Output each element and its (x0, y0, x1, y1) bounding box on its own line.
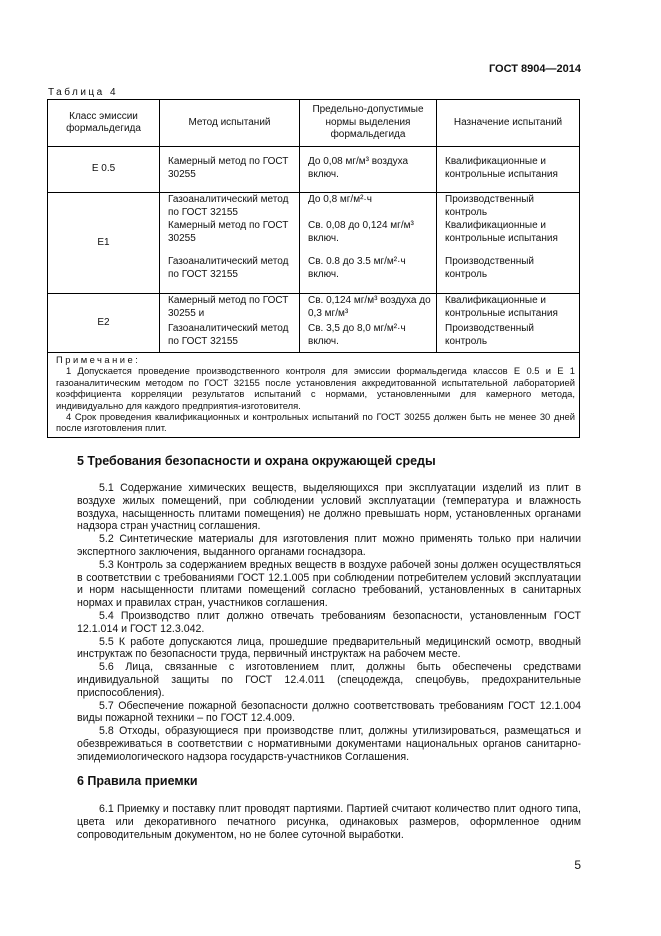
table-note-row (48, 353, 580, 438)
note-item: 4 Срок проведения квалификационных и контрольных испытаний по ГОСТ 30255 должен быть не менее 30 дней после изготовления плит. (56, 411, 575, 434)
paragraph: 5.2 Синтетические материалы для изготовления плит можно применять только при наличии экспертного заключения, выданного органами госнадзора. (77, 533, 581, 558)
purpose-line: Производственный контроль (445, 323, 535, 347)
method-cell: Камерный метод по ГОСТ 30255 (160, 147, 300, 193)
norm-cell (300, 294, 437, 353)
method-line: Газоаналитический метод по ГОСТ 32155 (168, 256, 289, 280)
paragraph: 5.8 Отходы, образующиеся при производстве плит, должны утилизироваться, размещаться и обезвреживаться в соответствии с нормативными документами национальных органов санитарно-эпидемиологического надзора государств-участников Соглашения. (77, 725, 581, 763)
column-header-class: Класс эмиссии формальдегида (48, 100, 160, 147)
table-row-e05 (48, 147, 580, 193)
purpose-line: Производственный контроль (445, 256, 535, 280)
paragraph: 5.1 Содержание химических веществ, выделяющихся при эксплуатации изделий из плит в воздухе жилых помещений, при соблюдении условий эксплуатации (температура и влажность воздуха, насыщенность плитами помещения) не должно превышать норм, установленных органами надзора стран участниц соглашения. (77, 482, 581, 533)
norm-line: До 0,8 мг/м²·ч (308, 194, 372, 205)
section-6-body (77, 803, 581, 841)
section-6-title: 6 Правила приемки (77, 774, 198, 788)
method-line: Газоаналитический метод по ГОСТ 32155 (168, 194, 289, 218)
purpose-line: Квалификационные и контрольные испытания (445, 220, 558, 244)
purpose-cell: Квалификационные и контрольные испытания (437, 147, 580, 193)
column-header-norm: Предельно-допустимые нормы выделения формальдегида (300, 100, 437, 147)
norm-line: Св. 0.8 до 3.5 мг/м²·ч включ. (308, 256, 406, 280)
norm-cell: До 0,08 мг/м³ воздуха включ. (300, 147, 437, 193)
method-line: Камерный метод по ГОСТ 30255 и (168, 295, 289, 319)
norm-cell (300, 193, 437, 294)
method-line: Камерный метод по ГОСТ 30255 (168, 220, 289, 244)
note-item: 1 Допускается проведение производственного контроля для эмиссии формальдегида классов Е 0.5 и Е 1 газоаналитическим методом по ГОСТ 32155 после установления аккредитованной испытательной лабораторией коэффициента корреляции результатов испытаний с нормами, установленными для камерного метода, индивидуально для каждого предприятия-изготовителя. (56, 365, 575, 411)
column-header-purpose: Назначение испытаний (437, 100, 580, 147)
paragraph: 5.7 Обеспечение пожарной безопасности должно соответствовать требованиям ГОСТ 12.1.004 виды пожарной техники – по ГОСТ 12.4.009. (77, 699, 581, 725)
section-5-title: 5 Требования безопасности и охрана окружающей среды (77, 454, 436, 468)
paragraph: 5.5 К работе допускаются лица, прошедшие предварительный медицинский осмотр, вводный инструктаж по безопасности труда, первичный инструктаж на рабочем месте. (77, 635, 581, 661)
method-cell (160, 193, 300, 294)
table-header-row (48, 100, 580, 147)
purpose-line: Производственный контроль (445, 194, 535, 218)
method-cell (160, 294, 300, 353)
paragraph: 5.3 Контроль за содержанием вредных веществ в воздухе рабочей зоны должен осуществляться в соответствии с требованиями ГОСТ 12.1.005 при соблюдении потребителем условий эксплуатации и норм насыщенности плитами помещений согласно требований, установленных в санитарных нормах и правилах стран, участников соглашения. (77, 558, 581, 610)
norm-line: Св. 0,124 мг/м³ воздуха до 0,3 мг/м³ (308, 295, 431, 319)
table-row-e2 (48, 294, 580, 353)
purpose-line: Квалификационные и контрольные испытания (445, 295, 558, 319)
norm-line: Св. 3,5 до 8,0 мг/м²·ч включ. (308, 323, 406, 347)
table-caption: Таблица 4 (48, 87, 119, 98)
purpose-cell (437, 294, 580, 353)
class-cell: Е2 (48, 294, 160, 353)
class-cell: Е 0.5 (48, 147, 160, 193)
purpose-cell (437, 193, 580, 294)
formaldehyde-emission-table (47, 99, 580, 438)
document-id: ГОСТ 8904—2014 (488, 63, 581, 75)
norm-line: Св. 0,08 до 0,124 мг/м³ включ. (308, 220, 414, 244)
section-5-body (77, 482, 581, 764)
paragraph: 5.4 Производство плит должно отвечать требованиям безопасности, установленным ГОСТ 12.1.014 и ГОСТ 12.3.042. (77, 609, 581, 635)
class-cell: Е1 (48, 193, 160, 294)
page-number: 5 (574, 858, 581, 872)
note-title: Примечание: (56, 354, 141, 365)
method-line: Газоаналитический метод по ГОСТ 32155 (168, 323, 289, 347)
table-row-e1 (48, 193, 580, 294)
paragraph: 6.1 Приемку и поставку плит проводят партиями. Партией считают количество плит одного типа, цвета или декоративного печатного рисунка, одинаковых размеров, оформленное одним сопроводительным документом, но не более суточной выработки. (77, 803, 581, 841)
column-header-method: Метод испытаний (160, 100, 300, 147)
table-note (48, 353, 580, 438)
paragraph: 5.6 Лица, связанные с изготовлением плит, должны быть обеспечены средствами индивидуальной защиты по ГОСТ 12.4.011 (спецодежда, спецобувь, предохранительные приспособления). (77, 661, 581, 699)
